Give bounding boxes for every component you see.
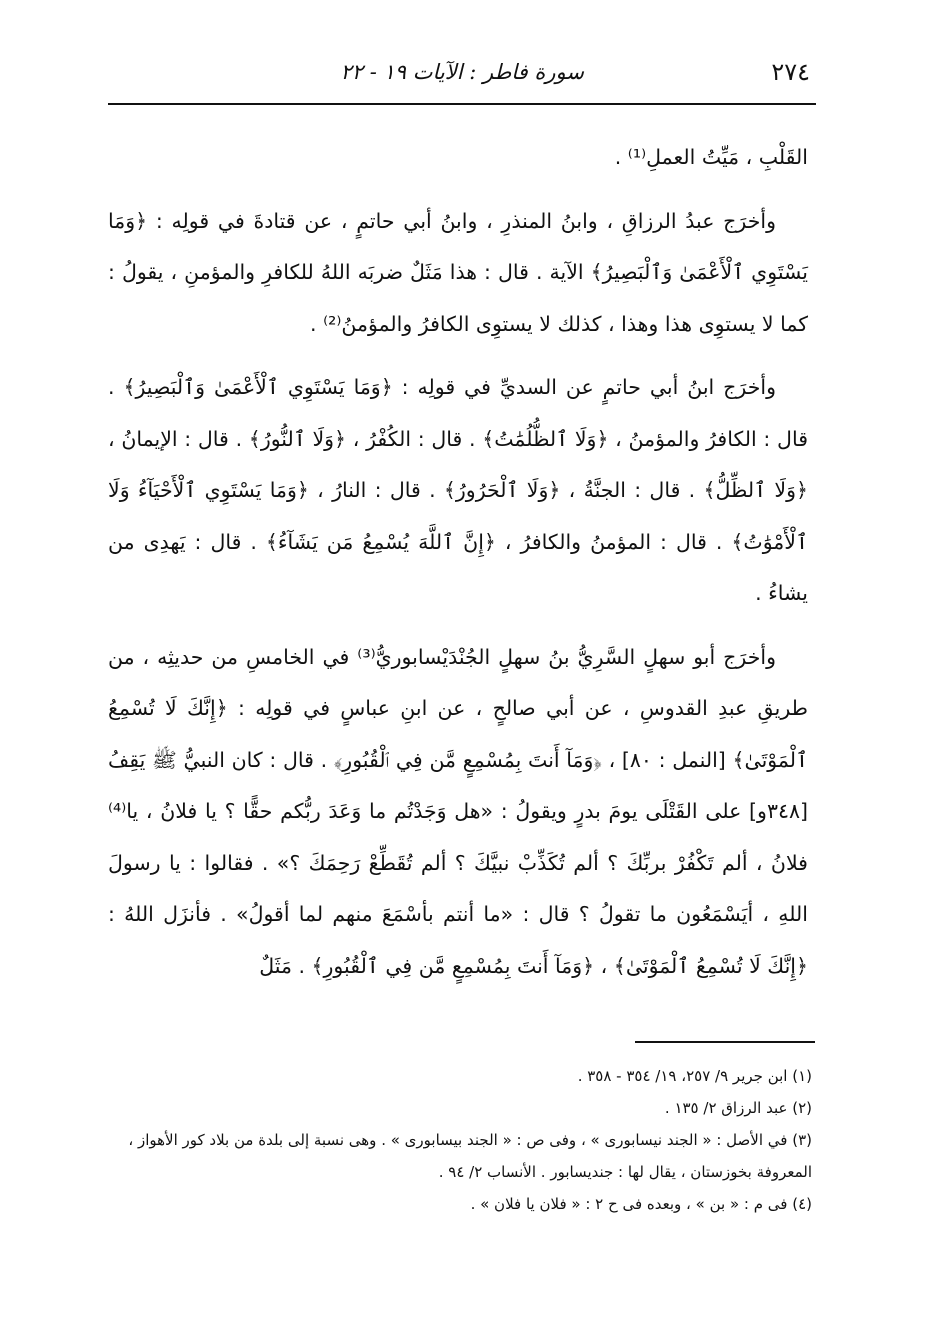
footnote-1: (١) ابن جرير ٩/ ٢٥٧، ١٩/ ٣٥٤ - ٣٥٨ .: [577, 1067, 812, 1085]
paragraph-3: وأخرَج ابنُ أبي حاتمٍ عن السديِّ في قولِه : ﴿وَمَا يَسْتَوِي ٱلْأَعْمَىٰ وَٱلْبَصِيرُ﴾ . قال : الكافرُ والمؤمنُ ، ﴿وَلَا ٱلظُّلُمَٰتُ﴾ . قال : الكُفْرُ ، ﴿وَلَا ٱلنُّورُ﴾ . قال : الإيمانُ ، ﴿وَلَا ٱلظِّلُّ﴾ . قال : الجنَّةُ ، ﴿وَلَا ٱلْحَرُورُ﴾ . قال : النارُ ، ﴿وَمَا يَسْتَوِي ٱلْأَحْيَآءُ وَلَا ٱلْأَمْوَٰتُ﴾ . قال : المؤمنُ والكافرُ ، ﴿إِنَّ ٱللَّهَ يُسْمِعُ مَن يَشَآءُ﴾ . قال : يَهدِى من يشاءُ .: [108, 375, 808, 605]
page-header: [108, 58, 816, 94]
footnotes: [108, 1060, 812, 1220]
main-text: [108, 132, 808, 992]
header-rule: [108, 103, 816, 105]
paragraph-4: وأخرَج أبو سهلٍ السَّرِيُّ بنُ سهلٍ الجُنْدَيْسابوريُّ⁽³⁾ في الخامسِ من حديثِه ، من طريقِ عبدِ القدوسِ ، عن أبي صالحٍ ، عن ابنِ عباسٍ في قولِه : ﴿إِنَّكَ لَا تُسْمِعُ ٱلْمَوْتَىٰ﴾ [النمل : ٨٠] ، ﴿وَمَآ أَنتَ بِمُسْمِعٍ مَّن فِي ٱلْقُبُورِ﴾ . قال : كان النبيُّ ﷺ يَقِفُ [٣٤٨و] على القَتْلَى يومَ بدرٍ ويقولُ : «هل وَجَدْتُم ما وَعَدَ ربُّكم حقًّا ؟ يا فلانُ ، يا⁽⁴⁾ فلانُ ، ألم تَكْفُرْ بربِّكَ ؟ ألم تُكَذِّبْ نبيَّكَ ؟ ألم تُقَطِّعْ رَحِمَكَ ؟» . فقالوا : يا رسولَ اللهِ ، أيَسْمَعُون ما تقولُ ؟ قال : «ما أنتم بأسْمَعَ منهم لما أقولُ» . فأنزَل اللهُ : ﴿إِنَّكَ لَا تُسْمِعُ ٱلْمَوْتَىٰ﴾ ، ﴿وَمَآ أَنتَ بِمُسْمِعٍ مَّن فِي ٱلْقُبُورِ﴾ . مَثَلٌ: [108, 644, 808, 978]
paragraph-1: القَلْبِ ، مَيِّتُ العملِ⁽¹⁾ .: [614, 145, 808, 169]
footnote-separator: [635, 1041, 815, 1043]
footnote-3: (٣) في الأصل : « الجند نيسابورى » ، وفى ص : « الجند بيسابورى » . وهى نسبة إلى بلدة من بلاد كور الأهواز ، المعروفة بخوزستان ، يقال لها : جنديسابور . الأنساب ٢/ ٩٤ .: [128, 1131, 812, 1181]
footnote-2: (٢) عبد الرزاق ٢/ ١٣٥ .: [664, 1099, 812, 1117]
running-title: سورة فاطر : الآيات ١٩ - ٢٢: [340, 60, 584, 84]
paragraph-2: وأخرَج عبدُ الرزاقِ ، وابنُ المنذرِ ، وابنُ أبي حاتمٍ ، عن قتادةَ في قولِه : ﴿وَمَا يَسْتَوِي ٱلْأَعْمَىٰ وَٱلْبَصِيرُ﴾ الآية . قال : هذا مَثَلٌ ضربَه اللهُ للكافرِ والمؤمنِ ، يقولُ : كما لا يستوِى هذا وهذا ، كذلك لا يستوِى الكافرُ والمؤمنُ⁽²⁾ .: [108, 208, 808, 336]
page-number: ٢٧٤: [771, 58, 810, 86]
footnote-4: (٤) فى م : « بن » ، وبعده فى ح ٢ : « فلان يا فلان » .: [470, 1195, 812, 1213]
